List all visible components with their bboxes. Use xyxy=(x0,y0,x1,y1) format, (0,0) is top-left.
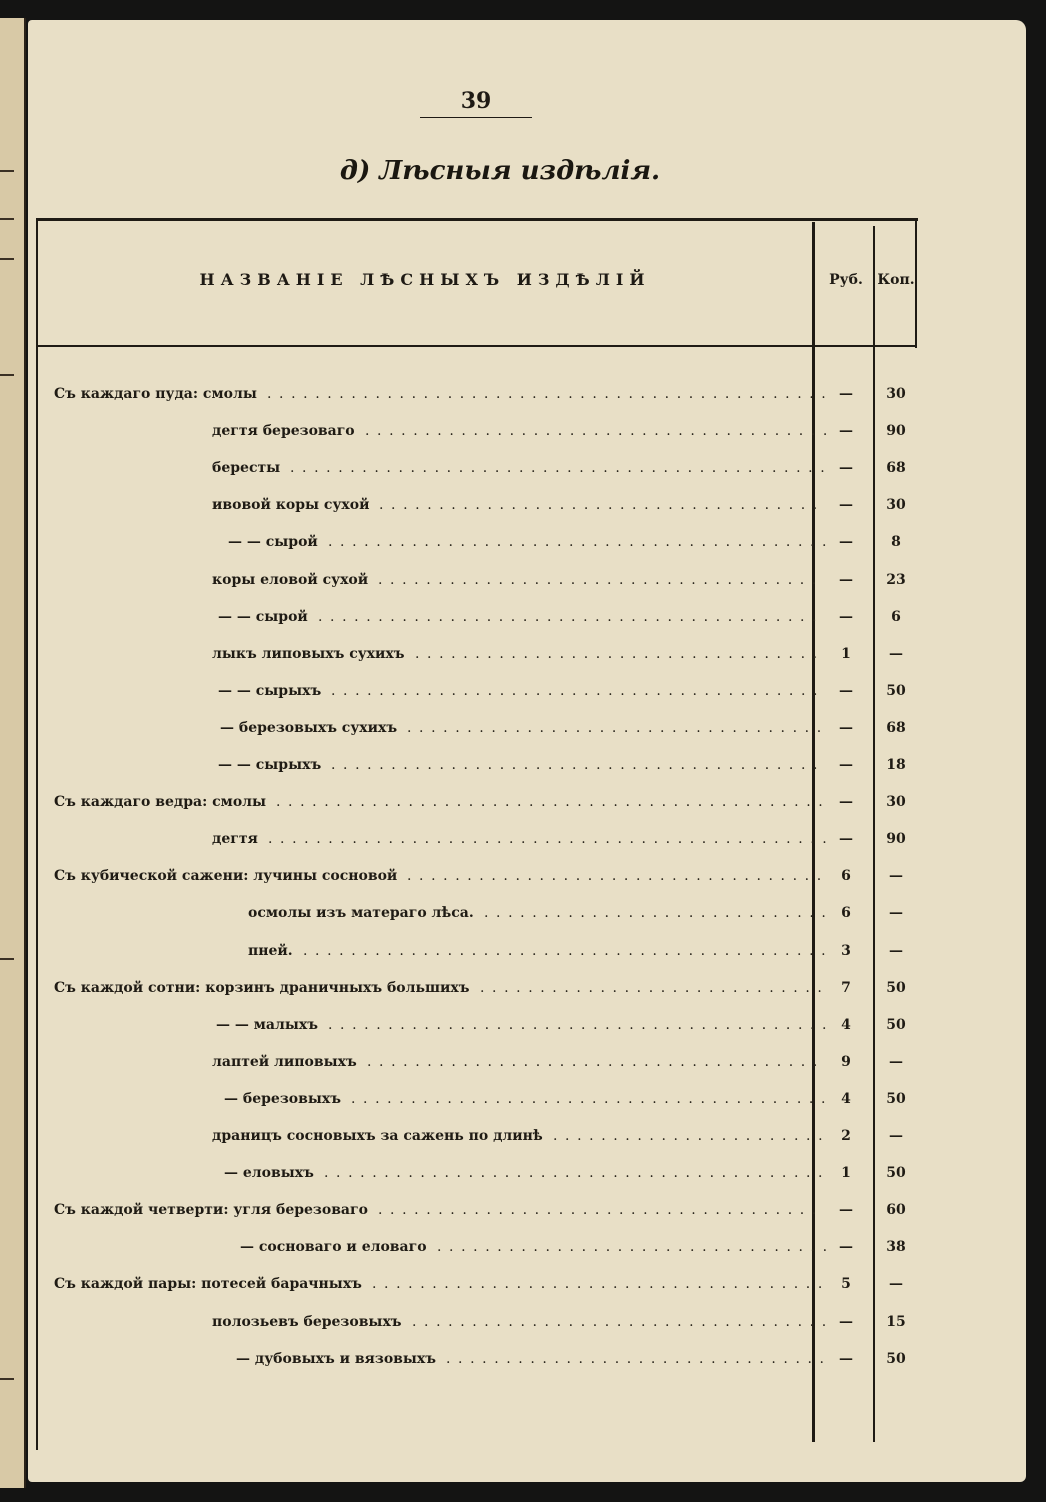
rub-value: — xyxy=(839,682,853,699)
leader-dots: .............................................. xyxy=(276,794,831,811)
leader-dots: ..................................... xyxy=(378,1202,824,1219)
rub-value: — xyxy=(839,497,853,514)
item-label: лаптей липовыхъ xyxy=(212,1053,357,1070)
item-label: Съ каждой четверти: угля березоваго xyxy=(54,1202,368,1219)
rub-value: — xyxy=(839,386,853,402)
item-label: Съ каждаго ведра: смолы xyxy=(54,794,267,811)
kop-value: 8 xyxy=(891,534,901,551)
table-row xyxy=(0,788,1046,816)
leader-dots: ................................. xyxy=(437,1239,835,1256)
rub-value: 1 xyxy=(841,1165,851,1182)
leader-dots: ........................................ xyxy=(351,1090,834,1107)
leader-dots: ....................... xyxy=(553,1128,831,1144)
item-label: Съ каждой пары: потесей барачныхъ xyxy=(54,1276,362,1293)
leader-dots: ............................................... xyxy=(268,831,835,848)
rub-value: 3 xyxy=(841,942,851,959)
kop-value: 50 xyxy=(886,1090,906,1107)
table-row xyxy=(0,1308,1046,1336)
table-row xyxy=(0,640,1046,668)
kop-value: 90 xyxy=(886,423,906,440)
rub-value: — xyxy=(839,571,853,588)
rub-value: 6 xyxy=(841,905,851,922)
section-title: д) Лѣсныя издѣлія. xyxy=(339,156,661,186)
leader-dots: ..................................... xyxy=(379,497,825,514)
column-header-name: НАЗВАНІЕ ЛѢСНЫХЪ ИЗДѢЛІЙ xyxy=(199,270,651,289)
kop-value: 68 xyxy=(886,719,906,736)
rub-value: 4 xyxy=(841,1090,851,1107)
leader-dots: ............................................ xyxy=(303,942,834,959)
rub-value: — xyxy=(839,1313,853,1330)
kop-value: — xyxy=(889,942,903,959)
rub-value: 6 xyxy=(841,868,851,885)
rub-value: — xyxy=(839,534,853,551)
facing-page-rule xyxy=(0,170,14,172)
table-row xyxy=(0,417,1046,445)
item-label: — — сырыхъ xyxy=(218,757,322,773)
leader-dots: ............................................. xyxy=(290,460,833,477)
rub-value: — xyxy=(839,794,853,811)
facing-page-rule xyxy=(0,218,14,220)
leader-dots: ................................... xyxy=(407,719,829,736)
leader-dots: ............................. xyxy=(480,979,830,996)
item-label: Съ каждаго пуда: смолы xyxy=(54,386,257,402)
rub-value: 5 xyxy=(841,1276,851,1293)
rub-value: — xyxy=(839,608,853,625)
kop-value: — xyxy=(889,905,903,922)
kop-value: 50 xyxy=(886,979,906,996)
page-number: 39 xyxy=(420,88,532,118)
table-row xyxy=(0,937,1046,965)
facing-page-rule xyxy=(0,258,14,260)
rub-value: — xyxy=(839,423,853,440)
column-header-kop: Коп. xyxy=(877,272,915,288)
column-header-rub: Руб. xyxy=(829,272,863,288)
item-label: — — сырой xyxy=(218,608,308,625)
item-label: — — сырой xyxy=(228,534,318,551)
leader-dots: .......................................... xyxy=(328,534,835,551)
rub-value: 4 xyxy=(841,1016,851,1033)
table-row xyxy=(0,1345,1046,1373)
item-label: полозьевъ березовыхъ xyxy=(212,1313,402,1330)
rub-value: — xyxy=(839,757,853,773)
leader-dots: ..................................... xyxy=(378,571,824,588)
leader-dots: ............................................... xyxy=(267,386,834,402)
table-row xyxy=(0,1048,1046,1076)
item-label: драницъ сосновыхъ за сажень по длинѣ xyxy=(212,1128,543,1144)
item-label: дегтя xyxy=(212,831,258,848)
table-row xyxy=(0,1270,1046,1298)
table-row xyxy=(0,1085,1046,1113)
table-row xyxy=(0,974,1046,1002)
kop-value: 23 xyxy=(886,571,906,588)
leader-dots: .......................................... xyxy=(318,608,825,625)
kop-value: 68 xyxy=(886,460,906,477)
rub-value: 2 xyxy=(841,1128,851,1144)
table-row xyxy=(0,899,1046,927)
table-row xyxy=(0,380,1046,408)
item-label: пней. xyxy=(248,942,293,959)
rub-value: — xyxy=(839,719,853,736)
kop-value: 50 xyxy=(886,1165,906,1182)
kop-value: 15 xyxy=(886,1313,906,1330)
table-row xyxy=(0,825,1046,853)
table-row xyxy=(0,1011,1046,1039)
table-row xyxy=(0,603,1046,631)
kop-value: — xyxy=(889,1128,903,1144)
leader-dots: .................................. xyxy=(415,645,825,662)
kop-value: 30 xyxy=(886,386,906,402)
item-label: дегтя березоваго xyxy=(212,423,355,440)
item-label: — — сырыхъ xyxy=(218,682,322,699)
kop-value: 6 xyxy=(891,608,901,625)
table-row xyxy=(0,1233,1046,1261)
item-label: ивовой коры сухой xyxy=(212,497,370,514)
table-row xyxy=(0,491,1046,519)
leader-dots: ...................................... xyxy=(367,1053,825,1070)
table-row xyxy=(0,454,1046,482)
leader-dots: ......................................... xyxy=(331,757,826,773)
facing-page-rule xyxy=(0,1378,14,1380)
rub-value: — xyxy=(839,831,853,848)
header-bottom-rule xyxy=(36,345,916,347)
item-label: бересты xyxy=(212,460,281,477)
kop-value: 60 xyxy=(886,1202,906,1219)
item-label: — еловыхъ xyxy=(224,1165,314,1182)
rub-value: 9 xyxy=(841,1053,851,1070)
leader-dots: ................................... xyxy=(412,1313,834,1330)
rub-value: 7 xyxy=(841,979,851,996)
kop-value: 30 xyxy=(886,794,906,811)
leader-dots: ......................................... xyxy=(331,682,826,699)
kop-value: 50 xyxy=(886,1016,906,1033)
table-top-rule xyxy=(36,218,918,221)
kop-value: 30 xyxy=(886,497,906,514)
item-label: коры еловой сухой xyxy=(212,571,369,588)
kop-value: 18 xyxy=(886,757,906,773)
table-row xyxy=(0,751,1046,779)
table-row xyxy=(0,1122,1046,1150)
leader-dots: .......................................... xyxy=(328,1016,835,1033)
item-label: — дубовыхъ и вязовыхъ xyxy=(236,1350,437,1367)
table-row xyxy=(0,528,1046,556)
item-label: Съ каждой сотни: корзинъ драничныхъ большихъ xyxy=(54,979,470,996)
kop-value: 50 xyxy=(886,682,906,699)
item-label: — березовыхъ xyxy=(224,1090,341,1107)
item-label: — березовыхъ сухихъ xyxy=(220,719,398,736)
leader-dots: ...................................... xyxy=(372,1276,830,1293)
table-row xyxy=(0,714,1046,742)
kop-value: — xyxy=(889,1053,903,1070)
table-row xyxy=(0,1196,1046,1224)
rub-value: 1 xyxy=(841,645,851,662)
item-label: — сосноваго и еловаго xyxy=(240,1239,427,1256)
kop-value: — xyxy=(889,868,903,885)
item-label: лыкъ липовыхъ сухихъ xyxy=(212,645,405,662)
rub-value: — xyxy=(839,1202,853,1219)
leader-dots: ................................... xyxy=(407,868,829,885)
table-row xyxy=(0,677,1046,705)
kop-value: 50 xyxy=(886,1350,906,1367)
kop-value: 90 xyxy=(886,831,906,848)
rub-value: — xyxy=(839,1239,853,1256)
leader-dots: ................................ xyxy=(446,1350,832,1367)
table-row xyxy=(0,566,1046,594)
item-label: — — малыхъ xyxy=(216,1016,318,1033)
kop-value: — xyxy=(889,645,903,662)
table-row xyxy=(0,1159,1046,1187)
rub-value: — xyxy=(839,460,853,477)
table-row xyxy=(0,862,1046,890)
leader-dots: ....................................... xyxy=(365,423,835,440)
facing-page-rule xyxy=(0,374,14,376)
rub-value: — xyxy=(839,1350,853,1367)
kop-value: — xyxy=(889,1276,903,1293)
kop-value: 38 xyxy=(886,1239,906,1256)
leader-dots: .......................................... xyxy=(324,1165,831,1182)
item-label: Съ кубической сажени: лучины сосновой xyxy=(54,868,398,885)
item-label: осмолы изъ матераго лѣса. xyxy=(248,905,474,922)
leader-dots: ............................. xyxy=(484,905,834,922)
